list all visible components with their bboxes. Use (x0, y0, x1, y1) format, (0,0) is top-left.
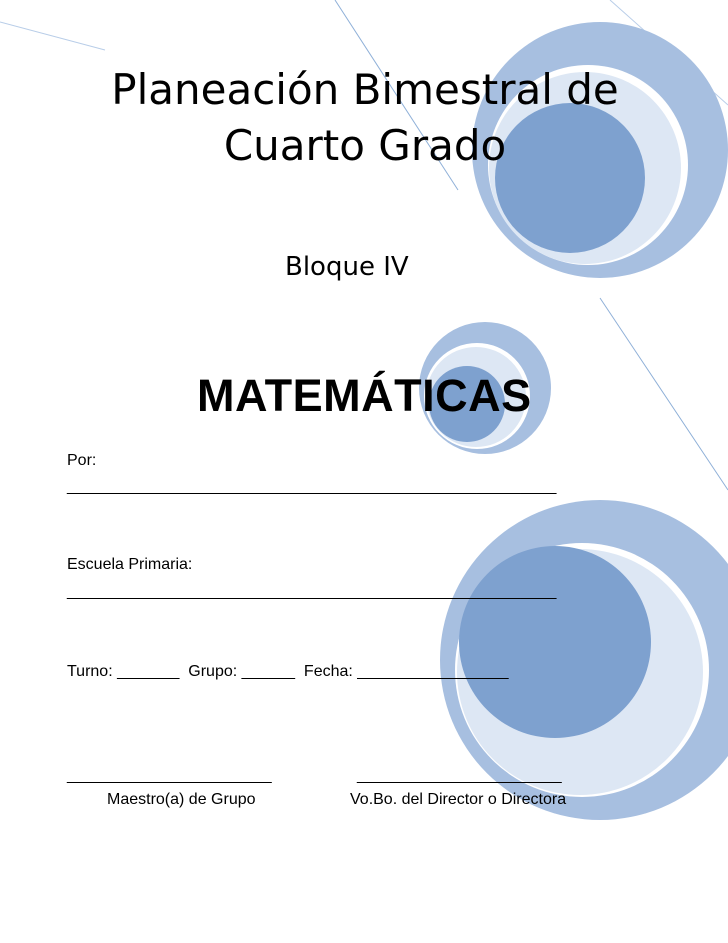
escuela-underline-field[interactable]: _______________________________________________________ (67, 583, 557, 600)
signature-caption-director: Vo.Bo. del Director o Directora (350, 791, 567, 808)
por-underline-field[interactable]: _______________________________________________________ (67, 478, 557, 495)
por-label: Por: (67, 452, 97, 469)
diagonal-line (600, 298, 728, 490)
signature-line-teacher[interactable]: _______________________ (67, 767, 272, 784)
diagonal-line (0, 22, 105, 50)
signature-line-director[interactable]: _______________________ (357, 767, 562, 784)
signature-caption-teacher: Maestro(a) de Grupo (107, 791, 256, 808)
document-title: Planeación Bimestral de Cuarto Grado (111, 65, 619, 170)
block-label: Bloque IV (285, 252, 409, 282)
escuela-label: Escuela Primaria: (67, 556, 193, 573)
subject-heading: MATEMÁTICAS (197, 370, 532, 421)
circle-bottom-inner (459, 546, 651, 738)
turno-grupo-fecha-row[interactable]: Turno: _______ Grupo: ______ Fecha: _________________ (67, 663, 509, 680)
